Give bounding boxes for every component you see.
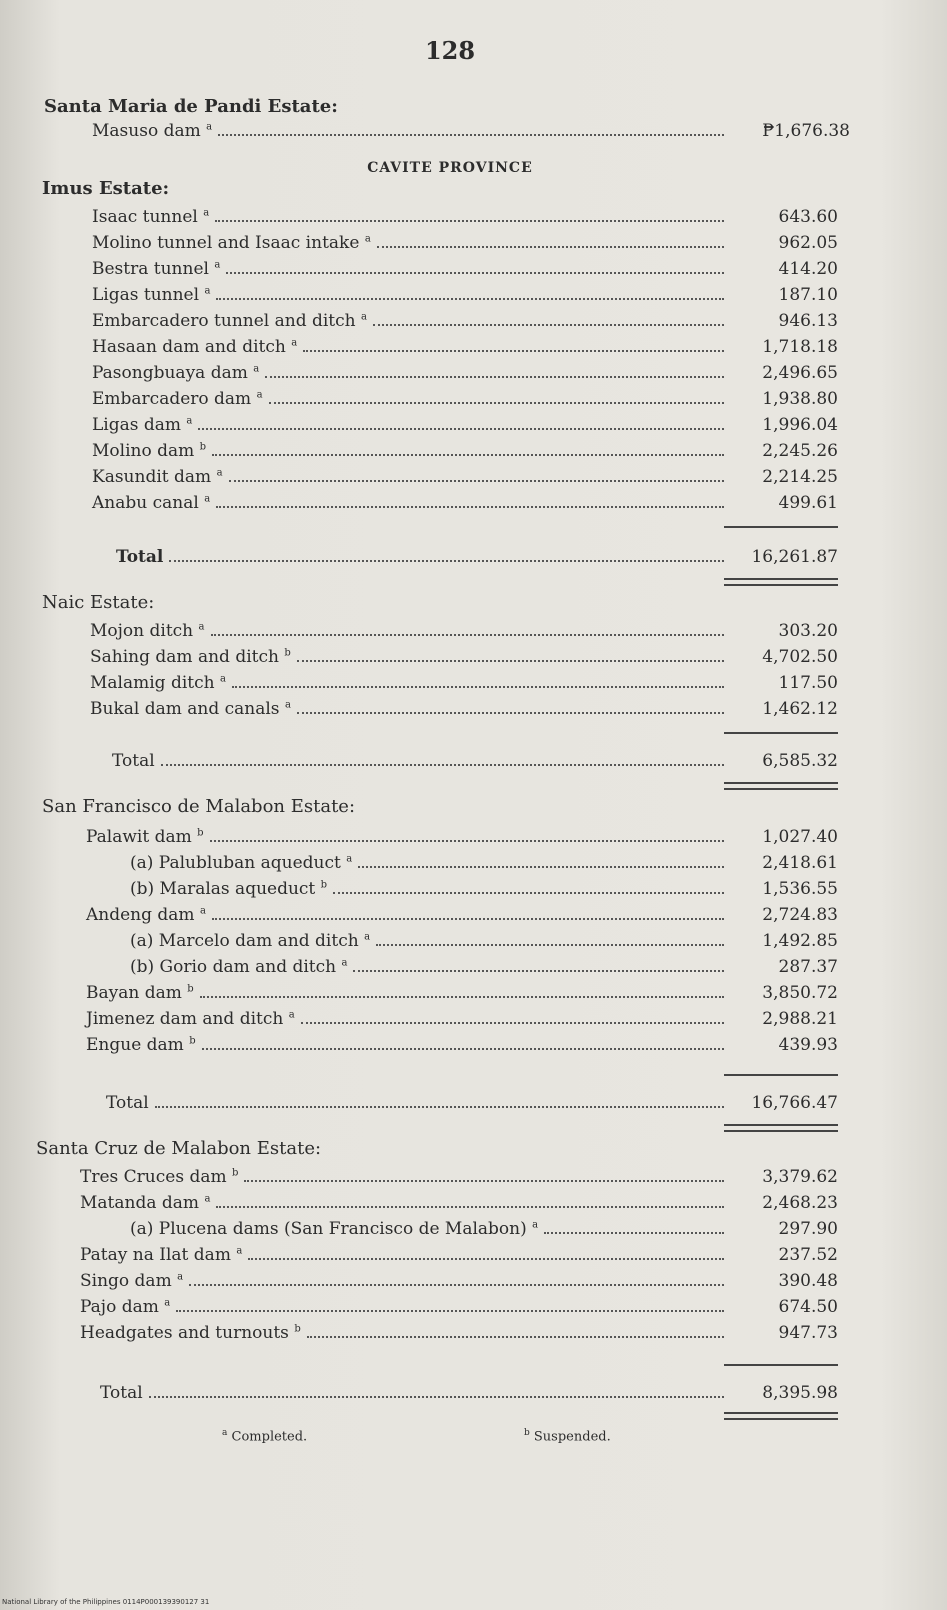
item-label: Masuso dam $^a$ <box>92 121 213 141</box>
item-amount: 439.93 <box>778 1035 838 1055</box>
item-amount: 303.20 <box>778 621 838 641</box>
item-amount: 674.50 <box>778 1297 838 1317</box>
item-amount: 3,850.72 <box>762 983 838 1003</box>
item-amount: 2,245.26 <box>762 441 838 461</box>
table-row <box>80 1242 724 1268</box>
total-row <box>112 748 724 774</box>
subtotal-rule <box>724 1364 838 1366</box>
dot-leader <box>307 1336 724 1338</box>
item-amount: 3,379.62 <box>762 1167 838 1187</box>
item-label: Pasongbuaya dam $^a$ <box>92 363 260 383</box>
table-row <box>92 464 724 490</box>
item-amount: ₱1,676.38 <box>762 121 850 141</box>
item-amount: 2,988.21 <box>762 1009 838 1029</box>
item-label: Molino tunnel and Isaac intake $^a$ <box>92 233 371 253</box>
item-amount: 117.50 <box>778 673 838 693</box>
table-row <box>90 618 724 644</box>
item-label: Ligas dam $^a$ <box>92 415 193 435</box>
item-label: (a) Marcelo dam and ditch $^a$ <box>130 931 371 951</box>
item-label: Matanda dam $^a$ <box>80 1193 211 1213</box>
item-amount: 643.60 <box>778 207 838 227</box>
dot-leader <box>297 660 724 662</box>
footnote-completed: $^a$ Completed. <box>222 1428 308 1445</box>
item-label: Anabu canal $^a$ <box>92 493 211 513</box>
dot-leader <box>544 1232 724 1234</box>
table-row <box>92 308 724 334</box>
item-amount: 297.90 <box>778 1219 838 1239</box>
item-amount: 1,536.55 <box>762 879 838 899</box>
item-amount: 2,214.25 <box>762 467 838 487</box>
dot-leader <box>373 324 724 326</box>
estate-title: Santa Cruz de Malabon Estate: <box>36 1138 322 1159</box>
dot-leader <box>198 428 724 430</box>
item-label: Bayan dam $^b$ <box>86 983 194 1003</box>
table-row <box>80 1190 724 1216</box>
table-row <box>90 644 724 670</box>
item-label: Singo dam $^a$ <box>80 1271 184 1291</box>
item-label: Embarcadero tunnel and ditch $^a$ <box>92 311 367 331</box>
page-number: 128 <box>424 36 476 65</box>
dot-leader <box>303 350 724 352</box>
dot-leader <box>155 1106 724 1108</box>
item-amount: 499.61 <box>778 493 838 513</box>
archive-stamp: National Library of the Philippines 0114P000139390127 31 <box>2 1598 210 1606</box>
dot-leader <box>269 402 724 404</box>
total-label: Total <box>112 751 155 771</box>
table-row <box>92 230 724 256</box>
dot-leader <box>215 220 724 222</box>
dot-leader <box>149 1396 724 1398</box>
dot-leader <box>226 272 724 274</box>
total-amount: 6,585.32 <box>762 751 838 771</box>
item-label: Isaac tunnel $^a$ <box>92 207 210 227</box>
item-label: Headgates and turnouts $^b$ <box>80 1323 301 1343</box>
table-row <box>92 360 724 386</box>
dot-leader <box>161 764 724 766</box>
item-amount: 187.10 <box>778 285 838 305</box>
total-amount: 16,766.47 <box>751 1093 838 1113</box>
table-row <box>92 282 724 308</box>
subtotal-rule <box>724 526 838 528</box>
table-row <box>92 490 724 516</box>
total-row <box>116 544 724 570</box>
table-row <box>130 928 724 954</box>
item-label: Embarcadero dam $^a$ <box>92 389 263 409</box>
item-label: (a) Palubluban aqueduct $^a$ <box>130 853 353 873</box>
dot-leader <box>169 560 724 562</box>
total-label: Total <box>100 1383 143 1403</box>
dot-leader <box>218 134 724 136</box>
table-row <box>92 438 724 464</box>
table-row <box>130 876 724 902</box>
item-label: Bukal dam and canals $^a$ <box>90 699 291 719</box>
dot-leader <box>216 506 724 508</box>
table-row <box>92 256 724 282</box>
item-label: (a) Plucena dams (San Francisco de Malabon) $^a$ <box>130 1219 539 1239</box>
table-row <box>90 696 724 722</box>
item-label: Bestra tunnel $^a$ <box>92 259 221 279</box>
total-double-rule <box>724 1412 838 1420</box>
item-amount: 4,702.50 <box>762 647 838 667</box>
item-amount: 390.48 <box>778 1271 838 1291</box>
item-label: Malamig ditch $^a$ <box>90 673 226 693</box>
table-row <box>92 386 724 412</box>
dot-leader <box>200 996 724 998</box>
dot-leader <box>376 944 724 946</box>
table-row <box>80 1320 724 1346</box>
dot-leader <box>333 892 724 894</box>
item-amount: 962.05 <box>778 233 838 253</box>
item-amount: 1,492.85 <box>762 931 838 951</box>
item-amount: 1,462.12 <box>762 699 838 719</box>
table-row <box>92 118 724 144</box>
dot-leader <box>248 1258 724 1260</box>
estate-title: Imus Estate: <box>42 178 170 199</box>
estate-title: San Francisco de Malabon Estate: <box>42 796 356 817</box>
dot-leader <box>353 970 724 972</box>
table-row <box>130 1216 724 1242</box>
dot-leader <box>216 1206 724 1208</box>
dot-leader <box>244 1180 724 1182</box>
item-label: Sahing dam and ditch $^b$ <box>90 647 291 667</box>
total-double-rule <box>724 782 838 790</box>
item-label: Patay na Ilat dam $^a$ <box>80 1245 243 1265</box>
item-amount: 287.37 <box>778 957 838 977</box>
table-row <box>80 1164 724 1190</box>
item-amount: 946.13 <box>778 311 838 331</box>
item-label: Andeng dam $^a$ <box>86 905 206 925</box>
item-amount: 1,027.40 <box>762 827 838 847</box>
item-amount: 2,496.65 <box>762 363 838 383</box>
total-label: Total <box>106 1093 149 1113</box>
dot-leader <box>232 686 724 688</box>
total-label: Total <box>116 547 164 567</box>
dot-leader <box>229 480 724 482</box>
item-amount: 2,418.61 <box>762 853 838 873</box>
item-amount: 947.73 <box>778 1323 838 1343</box>
table-row <box>92 204 724 230</box>
dot-leader <box>210 840 724 842</box>
item-label: Palawit dam $^b$ <box>86 827 204 847</box>
total-double-rule <box>724 1124 838 1132</box>
table-row <box>86 980 724 1006</box>
item-amount: 2,468.23 <box>762 1193 838 1213</box>
dot-leader <box>212 454 724 456</box>
table-row <box>80 1268 724 1294</box>
item-label: (b) Maralas aqueduct $^b$ <box>130 879 328 899</box>
table-row <box>92 412 724 438</box>
table-row <box>92 334 724 360</box>
subtotal-rule <box>724 1074 838 1076</box>
item-label: Engue dam $^b$ <box>86 1035 196 1055</box>
item-label: Pajo dam $^a$ <box>80 1297 171 1317</box>
estate-title: Naic Estate: <box>42 592 155 613</box>
dot-leader <box>358 866 724 868</box>
item-label: Molino dam $^b$ <box>92 441 207 461</box>
item-label: (b) Gorio dam and ditch $^a$ <box>130 957 348 977</box>
item-amount: 1,996.04 <box>762 415 838 435</box>
estate-title: Santa Maria de Pandi Estate: <box>44 96 338 117</box>
item-amount: 1,718.18 <box>762 337 838 357</box>
footnote-suspended: $^b$ Suspended. <box>524 1428 611 1445</box>
dot-leader <box>216 298 724 300</box>
item-amount: 1,938.80 <box>762 389 838 409</box>
dot-leader <box>301 1022 724 1024</box>
item-label: Jimenez dam and ditch $^a$ <box>86 1009 295 1029</box>
dot-leader <box>189 1284 724 1286</box>
dot-leader <box>297 712 724 714</box>
item-label: Ligas tunnel $^a$ <box>92 285 211 305</box>
item-label: Tres Cruces dam $^b$ <box>80 1167 239 1187</box>
table-row <box>86 902 724 928</box>
subtotal-rule <box>724 732 838 734</box>
table-row <box>90 670 724 696</box>
table-row <box>130 954 724 980</box>
item-label: Kasundit dam $^a$ <box>92 467 223 487</box>
total-row <box>100 1380 724 1406</box>
table-row <box>86 1032 724 1058</box>
total-row <box>106 1090 724 1116</box>
table-row <box>80 1294 724 1320</box>
dot-leader <box>377 246 724 248</box>
item-amount: 237.52 <box>778 1245 838 1265</box>
item-amount: 2,724.83 <box>762 905 838 925</box>
dot-leader <box>212 918 724 920</box>
item-amount: 414.20 <box>778 259 838 279</box>
table-row <box>86 1006 724 1032</box>
province-heading: CAVITE PROVINCE <box>367 160 533 176</box>
item-label: Mojon ditch $^a$ <box>90 621 205 641</box>
total-amount: 8,395.98 <box>762 1383 838 1403</box>
table-row <box>86 824 724 850</box>
dot-leader <box>211 634 725 636</box>
item-label: Hasaan dam and ditch $^a$ <box>92 337 298 357</box>
dot-leader <box>265 376 724 378</box>
dot-leader <box>176 1310 724 1312</box>
dot-leader <box>202 1048 724 1050</box>
total-amount: 16,261.87 <box>751 547 838 567</box>
total-double-rule <box>724 578 838 586</box>
table-row <box>130 850 724 876</box>
